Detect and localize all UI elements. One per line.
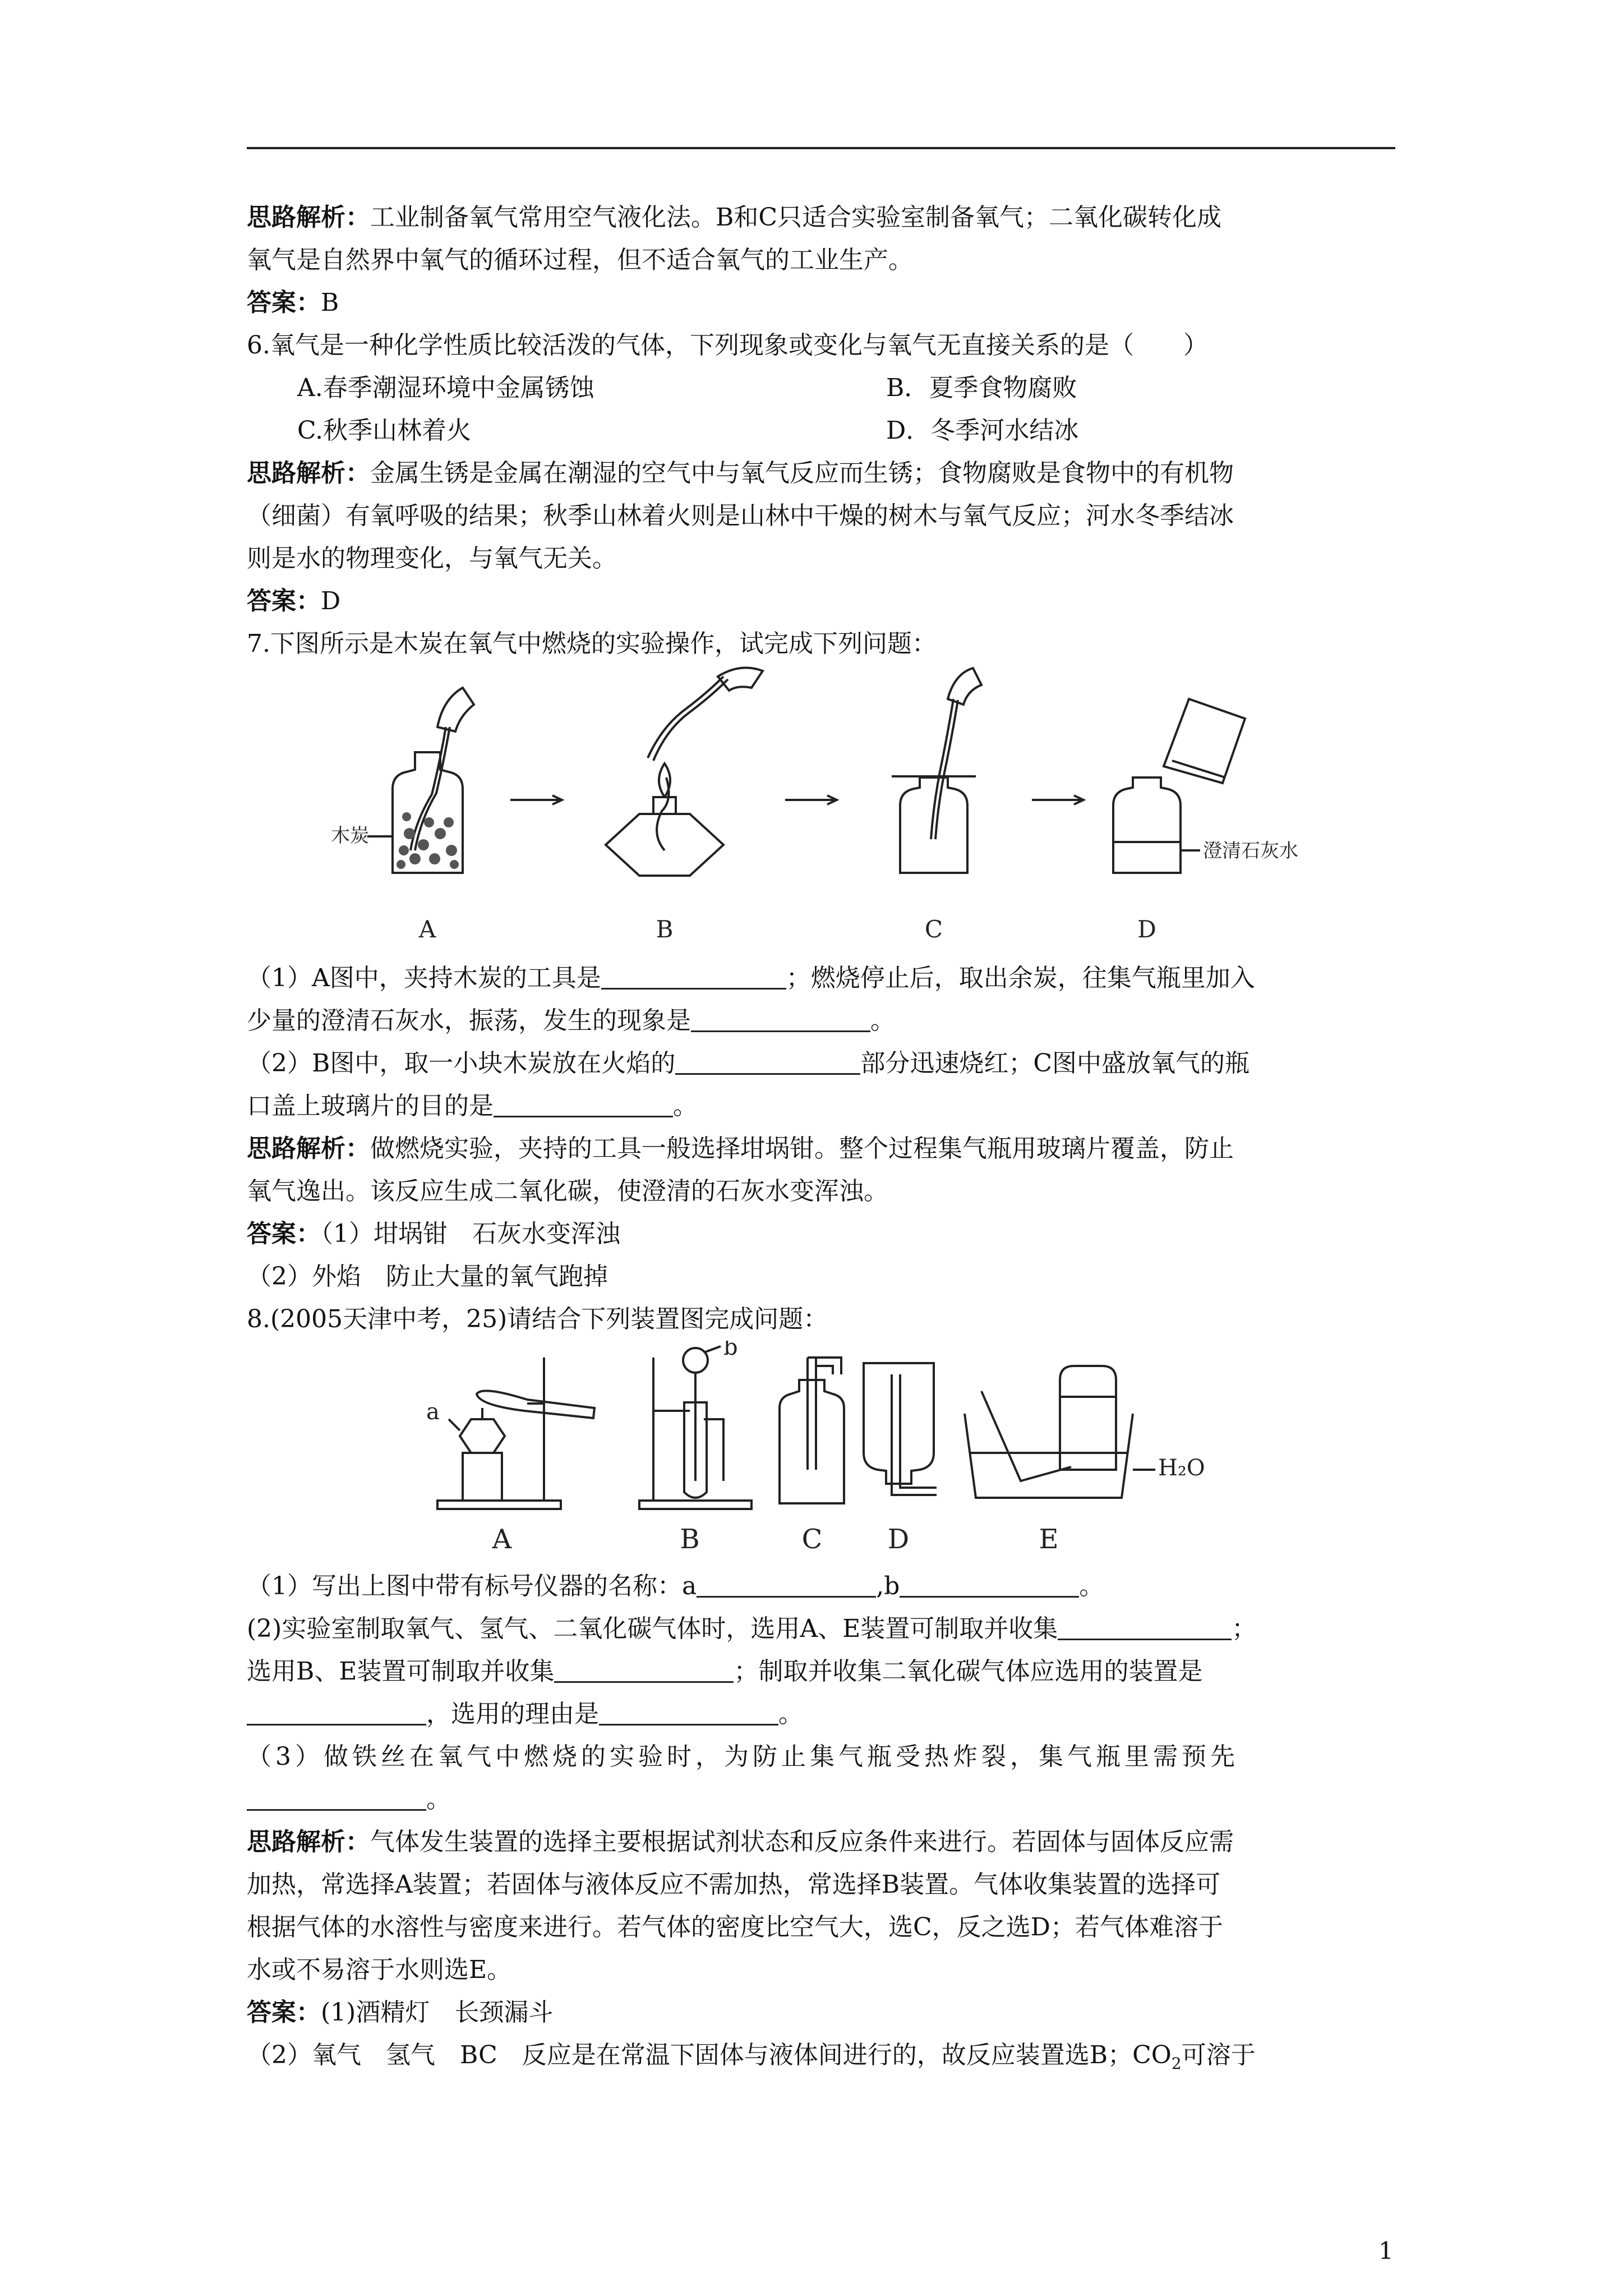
q6-analysis-cont: 则是水的物理变化，与氧气无关。 [247,544,617,573]
stand-base-a [437,1501,561,1509]
question-text: ；燃烧停止后，取出余炭，往集气瓶里加入 [786,964,1255,992]
question-text: 选用B、E装置可制取并收集 [247,1657,555,1686]
q8-part2-cont [247,1693,1396,1736]
analysis-label: 思路解析： [247,1134,370,1163]
caption-a: A [492,1524,512,1555]
charcoal-combustion-diagram [247,665,1396,957]
bottle-d [864,1363,934,1484]
question-text: 少量的澄清石灰水，振荡，发生的现象是 [247,1006,691,1035]
bottle-c [780,1380,844,1503]
tube-c [808,1358,816,1470]
analysis-label: 思路解析： [247,203,370,232]
question-text: ；制取并收集二氧化碳气体应选用的装置是 [734,1657,1203,1686]
q8-analysis-cont: 根据气体的水溶性与密度来进行。若气体的密度比空气大，选C，反之选D；若气体难溶于 [247,1913,1223,1941]
document-body [247,196,1396,2077]
caption-e: E [1039,1524,1059,1555]
question-text: （1）写出上图中带有标号仪器的名称：a [247,1572,697,1600]
q8-part2 [247,1608,1396,1650]
q5-analysis [247,196,1396,239]
q8-answer [247,1991,1396,2034]
funnel-bulb-b [683,1348,708,1373]
q7-part1-cont [247,1000,1396,1042]
answer-blank[interactable] [599,1699,778,1726]
caption-d: D [887,1524,910,1555]
q6-options-row1 [247,367,1396,409]
answer-label: 答案： [247,1220,321,1248]
answer-text: B [321,288,339,317]
alcohol-lamp-a [460,1419,505,1453]
question-text: （1）A图中，夹持木炭的工具是 [247,964,601,992]
alcohol-lamp-neck [653,797,676,814]
q8-stem: 8.(2005天津中考，25)请结合下列装置图完成问题： [247,1305,828,1333]
q8-answer-cont [247,2034,1396,2077]
answer-text: D [321,587,341,615]
option-c: C.秋季山林着火 [297,416,472,445]
question-text: （2）B图中，取一小块木炭放在火焰的 [247,1049,676,1078]
q6-answer [247,580,1396,623]
answer-label: 答案： [247,587,321,615]
answer-label: 答案： [247,1998,321,2027]
leader-a [449,1419,460,1430]
answer-blank[interactable] [1058,1614,1232,1640]
leader-b [706,1346,721,1352]
answer-blank[interactable] [247,1784,426,1811]
caption-b: B [656,915,674,943]
analysis-text: 金属生锈是金属在潮湿的空气中与氧气反应而生锈；食物腐败是食物中的有机物 [370,459,1234,487]
answer-text: (1)酒精灯 长颈漏斗 [321,1998,554,2027]
q7-part1 [247,957,1396,1000]
question-text: 部分迅速烧红；C图中盛放氧气的瓶 [860,1049,1249,1078]
question-text: (2)实验室制取氧气、氢气、二氧化碳气体时，选用A、E装置可制取并收集 [247,1614,1058,1643]
answer-label: 答案： [247,288,321,317]
q6-options-row2 [247,409,1396,452]
q7-stem: 7.下图所示是木炭在氧气中燃烧的实验操作，试完成下列问题： [247,629,937,658]
question-text: ,b [876,1572,900,1600]
analysis-text: 工业制备氧气常用空气液化法。B和C只适合实验室制备氧气；二氧化碳转化成 [370,203,1221,232]
hand-b [718,668,763,691]
caption-d: D [1137,915,1156,943]
question-text: 。 [426,1785,451,1814]
q7-analysis-cont: 氧气逸出。该反应生成二氧化碳，使澄清的石灰水变浑浊。 [247,1177,888,1205]
q5-analysis-cont: 氧气是自然界中氧气的循环过程，但不适合氧气的工业生产。 [247,246,913,274]
caption-b: B [680,1524,700,1555]
q7-figure [247,665,1396,957]
caption-c: C [924,915,943,943]
answer-blank[interactable] [691,1006,870,1032]
q6-stem: 6.氧气是一种化学性质比较活泼的气体，下列现象或变化与氧气无直接关系的是（ ） [247,331,1208,360]
analysis-text: 做燃烧实验，夹持的工具一般选择坩埚钳。整个过程集气瓶用玻璃片覆盖，防止 [370,1134,1234,1163]
apparatus-d-bottle [1113,777,1181,873]
hand-a [437,688,474,731]
option-a: A.春季潮湿环境中金属锈蚀 [297,374,594,402]
answer-text: 可溶于 [1181,2041,1256,2069]
answer-text: （2）氧气 氢气 BC 反应是在常温下固体与液体间进行的，故反应装置选B；CO [247,2041,1172,2069]
answer-blank[interactable] [900,1571,1079,1598]
gas-jar-e [1060,1366,1116,1470]
question-text: 。 [673,1092,698,1120]
q8-part2-cont [247,1650,1396,1693]
beaker-liquid [1172,761,1225,777]
answer-blank[interactable] [675,1048,860,1075]
q7-part2 [247,1042,1396,1085]
analysis-label: 思路解析： [247,459,370,487]
q5-answer [247,282,1396,324]
answer-blank[interactable] [494,1091,673,1117]
question-text: 口盖上玻璃片的目的是 [247,1092,494,1120]
q6-analysis [247,452,1396,495]
option-b: B．夏季食物腐败 [886,374,1077,402]
answer-blank[interactable] [247,1699,426,1726]
page-number: 1 [1378,2237,1394,2265]
q8-part1 [247,1565,1396,1608]
q8-analysis [247,1821,1396,1864]
label-limewater: 澄清石灰水 [1203,840,1298,862]
q7-answer [247,1213,1396,1255]
label-b: b [723,1341,738,1360]
delivery-tube-e [981,1391,1071,1481]
crucible-tongs-b [648,677,728,761]
question-text: ，选用的理由是 [426,1700,599,1728]
label-h2o: H₂O [1158,1455,1205,1481]
alcohol-lamp-body [606,814,723,876]
header-rule [247,147,1395,149]
question-text: 。 [870,1006,895,1035]
question-text: 。 [778,1700,803,1728]
option-d: D．冬季河水结冰 [886,416,1079,445]
analysis-text: 气体发生装置的选择主要根据试剂状态和反应条件来进行。若固体与固体反应需 [370,1828,1234,1856]
label-a: a [426,1399,440,1425]
label-charcoal: 木炭 [331,825,369,847]
tube-bend-c [808,1358,841,1374]
trough-e [965,1414,1133,1498]
tube-d [892,1374,937,1495]
caption-c: C [801,1524,823,1555]
lamp-block-a [463,1453,502,1501]
stand-base-b [639,1501,751,1509]
crucible-tongs-c [931,699,958,839]
apparatus-c-bottle [900,777,967,873]
gas-apparatus-diagram [247,1341,1396,1565]
answer-blank[interactable] [554,1657,734,1683]
subscript: 2 [1171,2054,1182,2073]
q7-part2-cont [247,1085,1396,1128]
answer-text: （1）坩埚钳 石灰水变浑浊 [321,1220,620,1248]
q7-analysis [247,1128,1396,1170]
q8-part3-cont [247,1778,1396,1821]
q8-part3: （3）做铁丝在氧气中燃烧的实验时，为防止集气瓶受热炸裂，集气瓶里需预先 [247,1742,1239,1771]
answer-blank[interactable] [697,1571,876,1598]
q6-analysis-cont: （细菌）有氧呼吸的结果；秋季山林着火则是山林中干燥的树木与氧气反应；河水冬季结冰 [247,501,1234,530]
q8-analysis-cont: 加热，常选择A装置；若固体与液体反应不需加热，常选择B装置。气体收集装置的选择可 [247,1870,1221,1899]
q8-figure [247,1341,1396,1565]
question-text: ； [1232,1614,1257,1643]
analysis-label: 思路解析： [247,1828,370,1856]
q7-answer-cont: （2）外焰 防止大量的氧气跑掉 [247,1262,608,1291]
caption-a: A [418,915,436,943]
q8-analysis-cont: 水或不易溶于水则选E。 [247,1955,512,1984]
question-text: 。 [1079,1572,1104,1600]
answer-blank[interactable] [601,963,786,990]
